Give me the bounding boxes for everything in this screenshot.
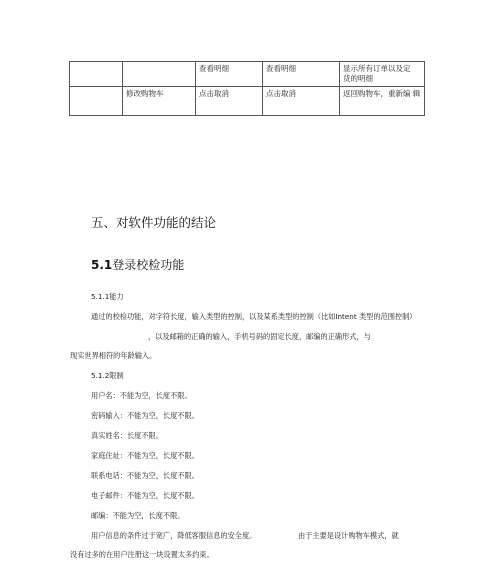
table-cell (70, 62, 123, 87)
cell-line: 返回购物车，重新编 辑 (343, 89, 421, 98)
limit-item: 电子邮件：不能为空，长度不限。 (91, 491, 199, 500)
limit-item: 用户名：不能为空，长度不限。 (91, 391, 192, 400)
capability-text-line-3: 现实世界相符的年龄输入。 (70, 351, 157, 360)
table-cell: 点击取消 (263, 87, 340, 116)
table-cell (70, 87, 123, 116)
capability-heading: 5.1.1能力 (91, 292, 124, 301)
limits-note-part-1: 用户信息的条件过于宽广，降低客服信息的安全度。 (91, 531, 257, 540)
cell-line: 显示所有订单以及定 (343, 64, 411, 73)
table-cell (340, 62, 425, 87)
limits-heading: 5.1.2限制 (91, 371, 124, 380)
limit-item: 真实姓名：长度不限。 (91, 431, 163, 440)
limit-item: 联系电话：不能为空，长度不限。 (91, 471, 199, 480)
limit-item: 家庭住址：不能为空，长度不限。 (91, 451, 199, 460)
capability-text-line-1: 通过的校检功能，对字符长度，输入类型的控制，以及某系类型的控制（比如Intent 类型的范围控制） (91, 312, 417, 321)
subsection-title: 登录校检功能 (112, 258, 185, 272)
function-test-table (69, 61, 425, 116)
table-cell (340, 87, 425, 116)
limits-note-line-2: 没有过多的在用户注册这一块设置太多约束。 (70, 550, 214, 559)
subsection-number: 5.1 (91, 258, 113, 272)
limits-note-part-2: 由于主要是设计购物车模式，就 (298, 531, 399, 540)
table-cell: 点击取消 (196, 87, 263, 116)
cell-line: 货的明细 (343, 74, 373, 83)
table-row (70, 62, 425, 87)
table-cell: 查看明细 (263, 62, 340, 87)
table-cell (123, 62, 196, 87)
limit-item: 密码输入：不能为空，长度不限。 (91, 411, 199, 420)
subsection-heading (91, 256, 184, 273)
section-heading: 五、对软件功能的结论 (91, 215, 217, 230)
capability-text-line-2: ，以及邮箱的正确的输入，手机号码的固定长度，邮编的正确形式，与 (148, 332, 371, 341)
table-cell: 修改购物车 (123, 87, 196, 116)
limit-item: 邮编：不能为空，长度不限。 (91, 511, 185, 520)
table-row (70, 87, 425, 116)
table-cell: 查看明细 (196, 62, 263, 87)
